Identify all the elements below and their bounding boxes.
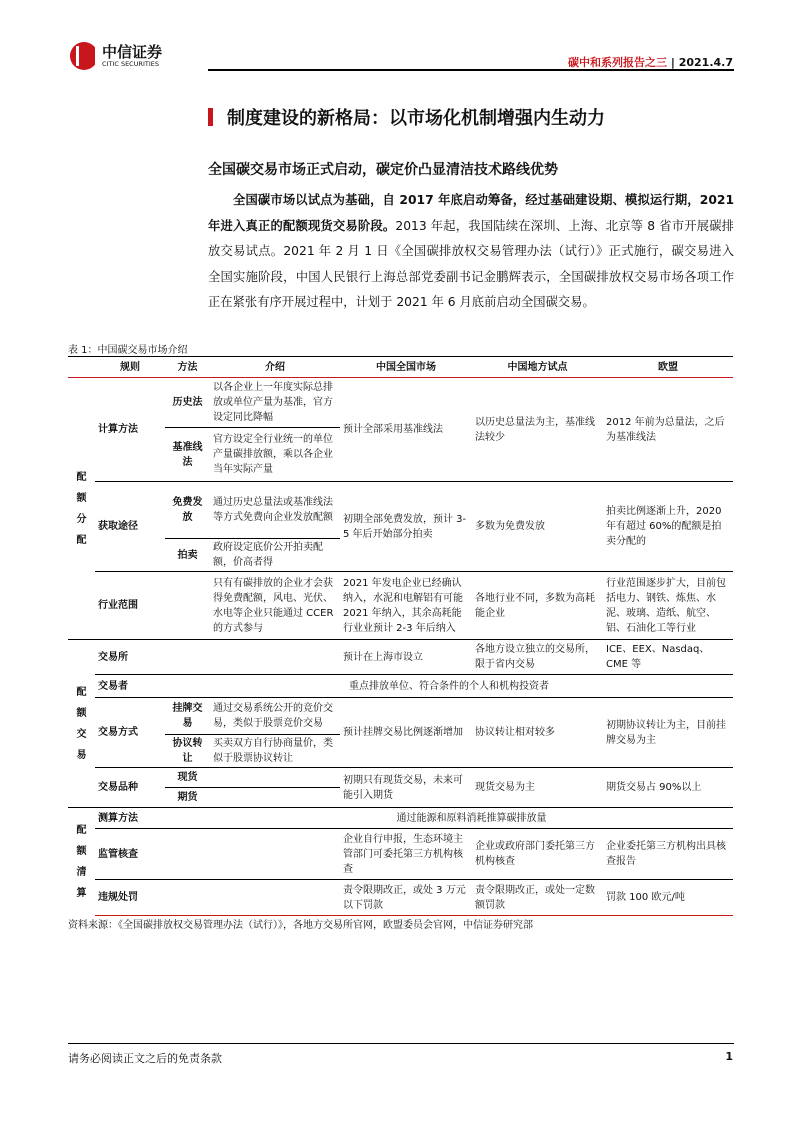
eu-cell: 企业委托第三方机构出具核查报告 — [603, 829, 733, 880]
table-row — [68, 378, 733, 428]
section-title-text: 制度建设的新格局：以市场化机制增强内生动力 — [227, 108, 605, 129]
rule-cell: 交易所 — [95, 640, 340, 675]
method-cell: 基准线法 — [165, 428, 210, 482]
col-header: 中国地方试点 — [472, 357, 603, 378]
desc-cell: 官方设定全行业统一的单位产量碳排放额，乘以各企业当年实际产量 — [210, 428, 340, 482]
col-header: 欧盟 — [603, 357, 733, 378]
section-title — [208, 104, 605, 130]
rule-cell: 交易品种 — [95, 768, 165, 808]
table-row — [68, 698, 733, 735]
rule-cell: 监管核查 — [95, 829, 340, 880]
cn-cell: 责令限期改正，或处 3 万元以下罚款 — [340, 880, 472, 916]
col-header: 介绍 — [210, 357, 340, 378]
table-row — [68, 572, 733, 640]
cn-cell: 企业自行申报，生态环境主管部门可委托第三方机构核查 — [340, 829, 472, 880]
eu-cell: 2012 年前为总量法，之后为基准线法 — [603, 378, 733, 482]
title-marker — [208, 108, 213, 126]
table-caption: 表 1：中国碳交易市场介绍 — [68, 345, 188, 356]
local-cell: 以历史总量法为主，基准线法较少 — [472, 378, 603, 482]
method-cell: 免费发放 — [165, 482, 210, 539]
citic-logo — [70, 42, 162, 70]
local-cell: 各地行业不同，多数为高耗能企业 — [472, 572, 603, 640]
footer-disclaimer: 请务必阅读正文之后的免责条款 — [68, 1052, 222, 1065]
rule-cell: 交易者 — [95, 675, 165, 698]
method-cell: 协议转让 — [165, 735, 210, 768]
local-cell: 企业或政府部门委托第三方机构核查 — [472, 829, 603, 880]
logo-cn: 中信证券 — [102, 42, 163, 61]
para-rest: 2013 年起，我国陆续在深圳、上海、北京等 8 省市开展碳排放交易试点。2021 年 2 月 1 日《全国碳排放权交易管理办法（试行）》正式施行，碳交易进入全国实施阶段，中国人民银行上海总部党委副书记金鹏辉表示，全国碳排放权交易市场各项工作正在紧张有序开展过程中，计划于 2021 年 6 月底前启动全国碳交易。 — [208, 218, 734, 309]
merged-cell: 通过能源和原料消耗推算碳排放量 — [210, 808, 733, 829]
citic-logo-icon — [70, 42, 98, 70]
eu-cell: 罚款 100 欧元/吨 — [603, 880, 733, 916]
table-header — [68, 357, 733, 378]
logo-en: CITIC SECURITIES — [102, 59, 160, 68]
rule-cell: 行业范围 — [95, 572, 210, 640]
rule-cell: 获取途径 — [95, 482, 165, 572]
eu-cell: 行业范围逐步扩大，目前包括电力、钢铁、炼焦、水泥、玻璃、造纸、航空、铝、石油化工等行业 — [603, 572, 733, 640]
table-row — [68, 829, 733, 880]
local-cell: 现货交易为主 — [472, 768, 603, 808]
cn-cell: 2021 年发电企业已经确认纳入，水泥和电解铝有可能 2021 年纳入，其余高耗能行业业预计 2-3 年后纳入 — [340, 572, 472, 640]
group-label: 配 额 交 易 — [68, 640, 95, 808]
method-cell: 挂牌交易 — [165, 698, 210, 735]
desc-cell: 通过历史总量法或基准线法等方式免费向企业发放配额 — [210, 482, 340, 539]
page-number: 1 — [725, 1050, 733, 1063]
desc-cell: 通过交易系统公开的竞价交易，类似于股票竞价交易 — [210, 698, 340, 735]
col-header: 规则 — [95, 357, 165, 378]
report-date: 2021.4.7 — [678, 56, 733, 69]
local-cell: 各地方设立独立的交易所，限于省内交易 — [472, 640, 603, 675]
cn-cell: 预计全部采用基准线法 — [340, 378, 472, 482]
rule-cell: 违规处罚 — [95, 880, 340, 916]
rule-cell: 测算方法 — [95, 808, 210, 829]
col-header: 方法 — [165, 357, 210, 378]
series-name: 碳中和系列报告之三 — [568, 56, 668, 69]
col-header: 中国全国市场 — [340, 357, 472, 378]
table-row — [68, 482, 733, 539]
desc-cell: 买卖双方自行协商量价，类似于股票协议转让 — [210, 735, 340, 768]
table-row — [68, 768, 733, 788]
report-header — [568, 54, 733, 70]
merged-cell: 重点排放单位、符合条件的个人和机构投资者 — [165, 675, 733, 698]
eu-cell: 期货交易占 90%以上 — [603, 768, 733, 808]
method-cell: 期货 — [165, 788, 210, 808]
table-row — [68, 880, 733, 916]
cn-cell: 初期只有现货交易，未来可能引入期货 — [340, 768, 472, 808]
carbon-market-table — [68, 356, 733, 916]
eu-cell: 初期协议转让为主，目前挂牌交易为主 — [603, 698, 733, 768]
para-bold: 全国碳市场以试点为基础，自 2017 年底启动筹备，经过基础建设期、模拟运行期，2021 年进入真正的配额现货交易阶段。 — [208, 193, 734, 233]
body-paragraph — [208, 188, 734, 316]
table-row — [68, 675, 733, 698]
desc-cell: 只有有碳排放的企业才会获得免费配额，风电、光伏、水电等企业只能通过 CCER 的方式参与 — [210, 572, 340, 640]
group-label: 配 额 清 算 — [68, 808, 95, 916]
local-cell: 责令限期改正，或处一定数额罚款 — [472, 880, 603, 916]
local-cell: 多数为免费发放 — [472, 482, 603, 572]
table-row — [68, 640, 733, 675]
cn-cell: 预计在上海市设立 — [340, 640, 472, 675]
desc-cell: 政府设定底价公开拍卖配额，价高者得 — [210, 539, 340, 572]
rule-cell: 计算方法 — [95, 378, 165, 482]
desc-cell: 以各企业上一年度实际总排放或单位产量为基准，官方设定同比降幅 — [210, 378, 340, 428]
cn-cell: 初期全部免费发放，预计 3-5 年后开始部分拍卖 — [340, 482, 472, 572]
header-divider — [208, 69, 734, 71]
group-label: 配 额 分 配 — [76, 471, 87, 546]
method-cell: 历史法 — [165, 378, 210, 428]
method-cell: 现货 — [165, 768, 210, 788]
table-row — [68, 808, 733, 829]
method-cell: 拍卖 — [165, 539, 210, 572]
local-cell: 协议转让相对较多 — [472, 698, 603, 768]
eu-cell: ICE、EEX、Nasdaq、CME 等 — [603, 640, 733, 675]
footer-divider — [68, 1043, 734, 1044]
cn-cell: 预计挂牌交易比例逐渐增加 — [340, 698, 472, 768]
subtitle: 全国碳交易市场正式启动，碳定价凸显清洁技术路线优势 — [208, 162, 558, 178]
table-source: 资料来源：《全国碳排放权交易管理办法（试行）》，各地方交易所官网，欧盟委员会官网，中信证券研究部 — [68, 920, 533, 931]
header-sep: | — [667, 56, 679, 69]
eu-cell: 拍卖比例逐渐上升，2020 年有超过 60%的配额是拍卖分配的 — [603, 482, 733, 572]
rule-cell: 交易方式 — [95, 698, 165, 768]
